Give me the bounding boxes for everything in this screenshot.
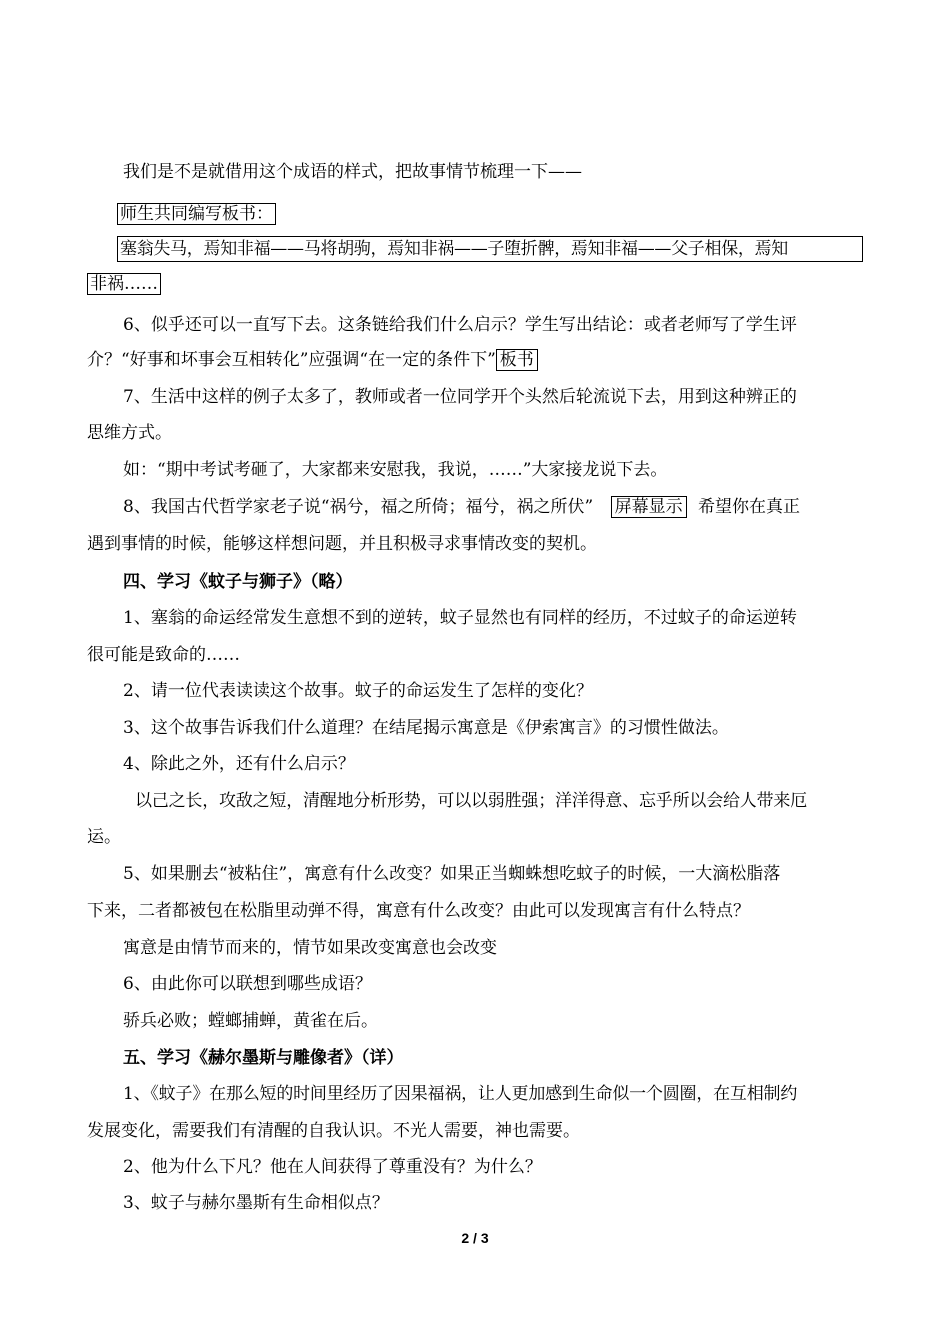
text-line: 运。: [87, 827, 121, 847]
blackboard-content-line: 塞翁失马，焉知非福——马将胡驹，焉知非祸——子堕折髀，焉知非福——父子相保，焉知: [117, 236, 863, 262]
text-line: 2、他为什么下凡？他在人间获得了尊重没有？为什么？: [123, 1157, 542, 1177]
text-line: 1、塞翁的命运经常发生意想不到的逆转，蚊子显然也有同样的经历，不过蚊子的命运逆转: [123, 608, 797, 628]
text-line: 我们是不是就借用这个成语的样式，把故事情节梳理一下——: [123, 162, 582, 182]
text-line: 思维方式。: [87, 423, 172, 443]
blackboard-content-line-2: [87, 272, 161, 296]
text-line: 6、由此你可以联想到哪些成语？: [123, 974, 372, 994]
text-fragment: 8、我国古代哲学家老子说“祸兮，福之所倚；福兮，祸之所伏”: [123, 497, 594, 517]
blackboard-tag: 板书: [496, 349, 538, 371]
blackboard-content-box: 非祸……: [87, 273, 161, 295]
text-line: 发展变化，需要我们有清醒的自我认识。不光人需要，神也需要。: [87, 1121, 580, 1141]
text-line: 遇到事情的时候，能够这样想问题，并且积极寻求事情改变的契机。: [87, 534, 597, 554]
text-fragment: 介？“好事和坏事会互相转化”应强调“在一定的条件下”: [87, 350, 496, 370]
text-line: 以己之长，攻敌之短，清醒地分析形势，可以以弱胜强；洋洋得意、忘乎所以会给人带来厄: [135, 791, 807, 811]
page-number: 2 / 3: [461, 1230, 489, 1246]
text-line: 7、生活中这样的例子太多了，教师或者一位同学开个头然后轮流说下去，用到这种辨正的: [123, 387, 797, 407]
text-line: 4、除此之外，还有什么启示？: [123, 754, 355, 774]
blackboard-label: [117, 202, 276, 226]
text-line: 3、蚊子与赫尔墨斯有生命相似点？: [123, 1193, 389, 1213]
text-line: 6、似乎还可以一直写下去。这条链给我们什么启示？学生写出结论：或者老师写了学生评: [123, 315, 797, 335]
text-line: [123, 495, 800, 519]
text-line: 5、如果删去“被粘住”，寓意有什么改变？如果正当蜘蛛想吃蚊子的时候，一大滴松脂落: [123, 864, 781, 884]
text-line: 骄兵必败；螳螂捕蝉，黄雀在后。: [123, 1011, 378, 1031]
text-line: 很可能是致命的……: [87, 645, 240, 665]
text-line: 如：“期中考试考砸了，大家都来安慰我，我说，……”大家接龙说下去。: [123, 460, 668, 480]
text-line: 寓意是由情节而来的，情节如果改变寓意也会改变: [123, 938, 497, 958]
text-line: 3、这个故事告诉我们什么道理？在结尾揭示寓意是《伊索寓言》的习惯性做法。: [123, 718, 729, 738]
text-line: 2、请一位代表读读这个故事。蚊子的命运发生了怎样的变化？: [123, 681, 593, 701]
section-heading: 五、学习《赫尔墨斯与雕像者》（详）: [123, 1048, 404, 1068]
text-fragment: 希望你在真正: [698, 497, 801, 517]
screen-display-tag: 屏幕显示: [611, 496, 687, 518]
text-line: 下来，二者都被包在松脂里动弹不得，寓意有什么改变？由此可以发现寓言有什么特点？: [87, 901, 750, 921]
text-line: 1、《蚊子》在那么短的时间里经历了因果福祸，让人更加感到生命似一个圆圈，在互相制约: [123, 1084, 798, 1104]
text-line: [87, 348, 538, 372]
blackboard-label-box: 师生共同编写板书：: [117, 203, 276, 225]
section-heading: 四、学习《蚊子与狮子》（略）: [123, 572, 353, 592]
